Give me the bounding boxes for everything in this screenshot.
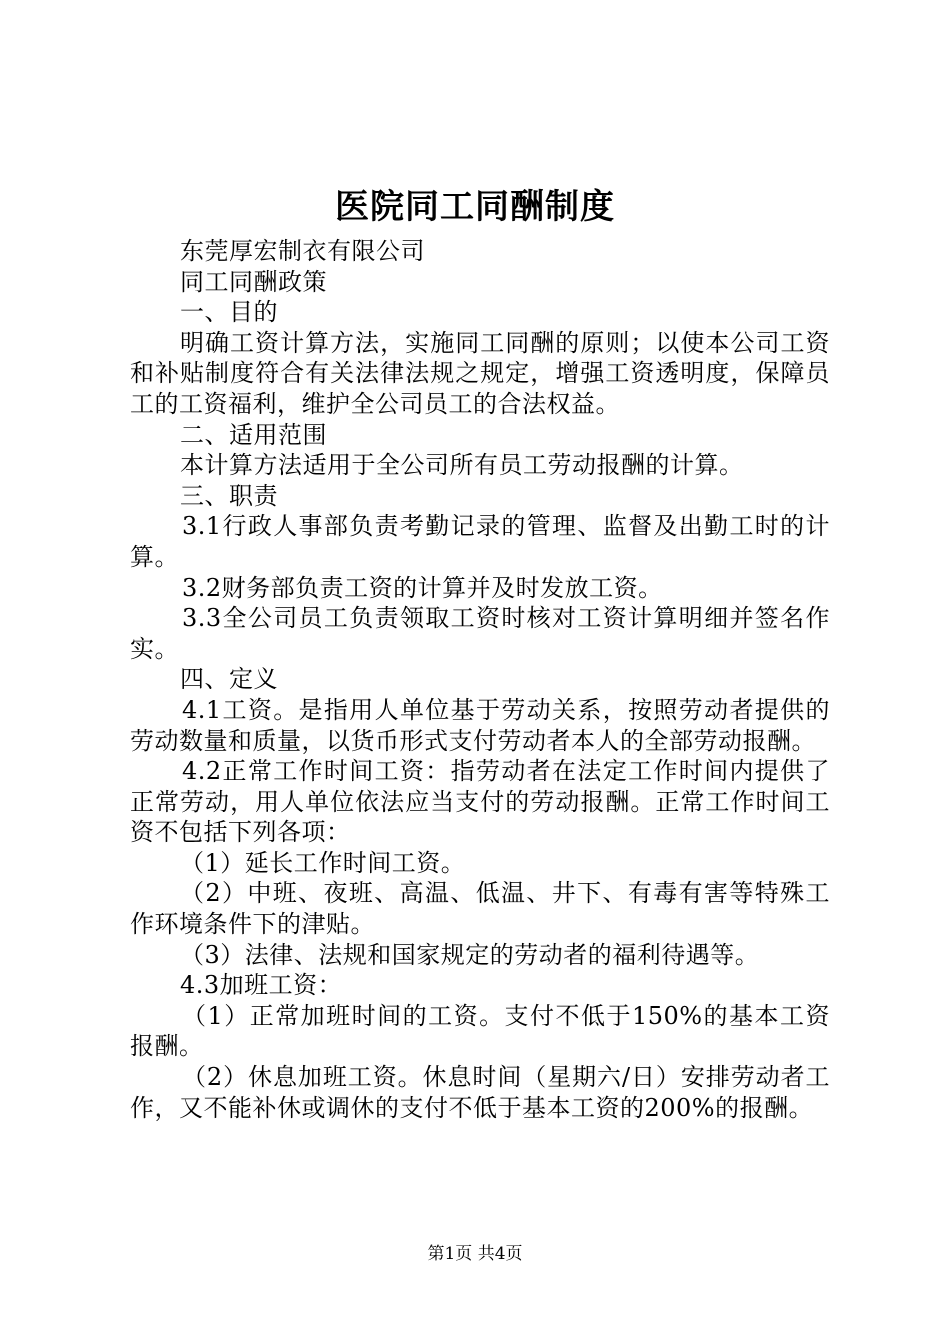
list-item-4-2-2: （2）中班、夜班、高温、低温、井下、有毒有害等特殊工作环境条件下的津贴。 [130, 879, 830, 939]
section-heading-definitions: 四、定义 [180, 665, 278, 694]
paragraph-definition-4-1: 4.1工资。是指用人单位基于劳动关系，按照劳动者提供的劳动数量和质量，以货币形式支付劳动者本人的全部劳动报酬。 [130, 695, 830, 755]
section-heading-purpose: 一、目的 [180, 298, 278, 327]
list-item-4-3-1: （1）正常加班时间的工资。支付不低于150%的基本工资报酬。 [130, 1001, 830, 1061]
paragraph-duty-3-2: 3.2财务部负责工资的计算并及时发放工资。 [182, 573, 663, 602]
company-name: 东莞厚宏制衣有限公司 [180, 237, 425, 265]
section-heading-scope: 二、适用范围 [180, 420, 327, 449]
paragraph-definition-4-2: 4.2正常工作时间工资：指劳动者在法定工作时间内提供了正常劳动，用人单位依法应当支付的劳动报酬。正常工作时间工资不包括下列各项： [130, 757, 830, 847]
paragraph-purpose: 明确工资计算方法，实施同工同酬的原则；以使本公司工资和补贴制度符合有关法律法规之规定，增强工资透明度，保障员工的工资福利，维护全公司员工的合法权益。 [130, 328, 830, 418]
section-heading-duties: 三、职责 [180, 481, 278, 510]
list-item-4-2-3: （3）法律、法规和国家规定的劳动者的福利待遇等。 [180, 940, 760, 969]
document-body [130, 236, 830, 1123]
paragraph-definition-4-3: 4.3加班工资： [180, 971, 343, 1000]
list-item-4-3-2: （2）休息加班工资。休息时间（星期六/日）安排劳动者工作，又不能补休或调休的支付不低于基本工资的200%的报酬。 [130, 1063, 830, 1122]
paragraph-scope: 本计算方法适用于全公司所有员工劳动报酬的计算。 [180, 451, 744, 480]
paragraph-duty-3-1: 3.1行政人事部负责考勤记录的管理、监督及出勤工时的计算。 [130, 512, 830, 571]
paragraph-duty-3-3: 3.3全公司员工负责领取工资时核对工资计算明细并签名作实。 [130, 604, 830, 663]
document-title: 医院同工同酬制度 [335, 187, 615, 227]
page-footer: 第1页 共4页 [427, 1244, 523, 1264]
policy-name: 同工同酬政策 [180, 267, 327, 296]
list-item-4-2-1: （1）延长工作时间工资。 [180, 848, 466, 877]
